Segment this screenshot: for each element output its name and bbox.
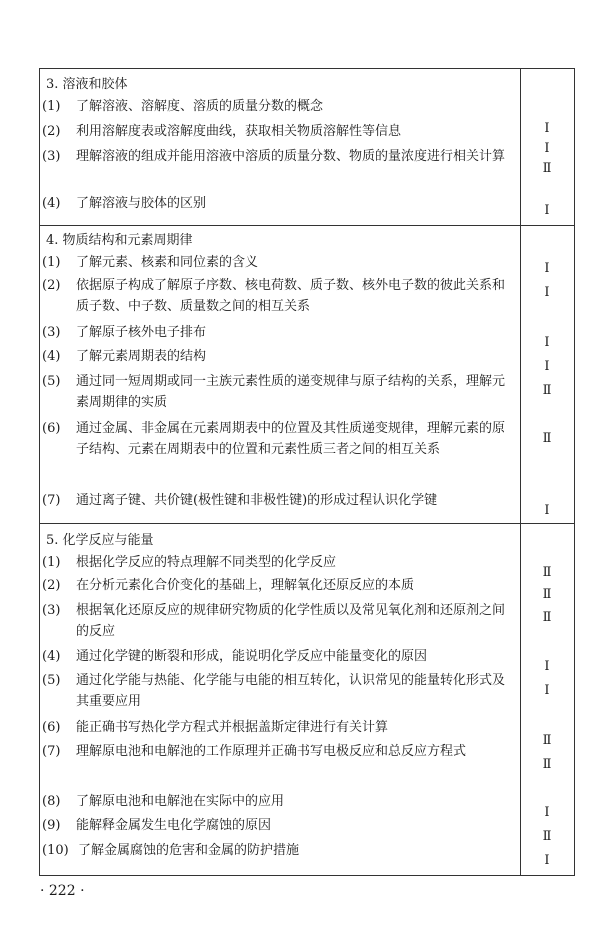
level-badge: Ⅱ bbox=[542, 383, 552, 398]
section-title: 3. 溶液和胶体 bbox=[46, 77, 128, 92]
level-badge: Ⅱ bbox=[542, 587, 552, 602]
item-number: (4) bbox=[42, 649, 61, 664]
list-item bbox=[42, 252, 512, 273]
item-text: 了解元素、核素和同位素的含义 bbox=[76, 255, 259, 270]
list-item bbox=[42, 346, 512, 367]
section-divider bbox=[40, 523, 574, 524]
item-text: 能解释金属发生电化学腐蚀的原因 bbox=[76, 818, 272, 833]
level-badge: Ⅰ bbox=[544, 141, 550, 156]
item-text: 了解原电池和电解池在实际中的应用 bbox=[76, 794, 285, 809]
item-text: 能正确书写热化学方程式并根据盖斯定律进行有关计算 bbox=[76, 720, 389, 735]
level-badge: Ⅰ bbox=[544, 853, 550, 868]
item-text: 了解原子核外电子排布 bbox=[76, 325, 207, 340]
item-number: (2) bbox=[42, 278, 61, 293]
list-item bbox=[42, 322, 512, 343]
section-divider bbox=[40, 225, 574, 226]
item-text: 通过化学能与热能、化学能与电能的相互转化，认识常见的能量转化形式及其重要应用 bbox=[76, 673, 506, 709]
list-item bbox=[42, 121, 512, 142]
item-text: 了解溶液、溶解度、溶质的质量分数的概念 bbox=[76, 99, 324, 114]
list-item bbox=[42, 815, 512, 836]
list-item bbox=[42, 552, 512, 573]
level-badge: Ⅰ bbox=[544, 261, 550, 276]
item-number: (7) bbox=[42, 493, 61, 508]
item-text: 依据原子构成了解原子序数、核电荷数、质子数、核外电子数的彼此关系和质子数、中子数、质量数之间的相互关系 bbox=[76, 278, 506, 314]
item-number: (1) bbox=[42, 555, 61, 570]
level-badge: Ⅱ bbox=[542, 610, 552, 625]
level-badge: Ⅰ bbox=[544, 359, 550, 374]
item-number: (5) bbox=[42, 374, 61, 389]
item-number: (3) bbox=[42, 603, 61, 618]
level-badge: Ⅰ bbox=[544, 683, 550, 698]
level-badge: Ⅰ bbox=[544, 335, 550, 350]
item-text: 通过离子键、共价键(极性键和非极性键)的形成过程认识化学键 bbox=[76, 493, 438, 508]
requirements-table bbox=[39, 68, 575, 876]
level-badge: Ⅰ bbox=[544, 285, 550, 300]
item-text: 根据氧化还原反应的规律研究物质的化学性质以及常见氧化剂和还原剂之间的反应 bbox=[76, 603, 506, 639]
item-number: (9) bbox=[42, 818, 61, 833]
column-divider bbox=[520, 69, 521, 875]
level-badge: Ⅰ bbox=[544, 121, 550, 136]
level-badge: Ⅱ bbox=[542, 565, 552, 580]
level-badge: Ⅰ bbox=[544, 203, 550, 218]
item-number: (6) bbox=[42, 421, 61, 436]
item-number: (6) bbox=[42, 720, 61, 735]
item-text: 了解溶液与胶体的区别 bbox=[76, 196, 207, 211]
level-badge: Ⅰ bbox=[544, 503, 550, 518]
page-number: · 222 · bbox=[40, 883, 85, 899]
list-item bbox=[42, 418, 512, 460]
list-item bbox=[42, 193, 512, 214]
item-number: (2) bbox=[42, 578, 61, 593]
item-number: (8) bbox=[42, 794, 61, 809]
list-item bbox=[42, 670, 512, 712]
item-number: (7) bbox=[42, 744, 61, 759]
item-text: 通过同一短周期或同一主族元素性质的递变规律与原子结构的关系，理解元素周期律的实质 bbox=[76, 374, 506, 410]
list-item bbox=[42, 96, 512, 117]
list-item bbox=[42, 646, 512, 667]
item-text: 在分析元素化合价变化的基础上，理解氧化还原反应的本质 bbox=[76, 578, 415, 593]
level-badge: Ⅰ bbox=[544, 659, 550, 674]
list-item bbox=[42, 717, 512, 738]
item-number: (2) bbox=[42, 124, 61, 139]
item-number: (3) bbox=[42, 149, 61, 164]
list-item bbox=[42, 146, 512, 167]
item-text: 根据化学反应的特点理解不同类型的化学反应 bbox=[76, 555, 337, 570]
level-badge: Ⅱ bbox=[542, 161, 552, 176]
item-text: 通过化学键的断裂和形成，能说明化学反应中能量变化的原因 bbox=[76, 649, 428, 664]
list-item bbox=[42, 600, 512, 642]
item-number: (1) bbox=[42, 99, 61, 114]
list-item bbox=[42, 371, 512, 413]
item-text: 理解溶液的组成并能用溶液中溶质的质量分数、物质的量浓度进行相关计算 bbox=[76, 149, 506, 164]
item-text: 了解金属腐蚀的危害和金属的防护措施 bbox=[78, 843, 300, 858]
level-badge: Ⅱ bbox=[542, 431, 552, 446]
item-number: (10) bbox=[42, 843, 69, 858]
section-title: 4. 物质结构和元素周期律 bbox=[46, 233, 193, 248]
item-number: (4) bbox=[42, 349, 61, 364]
item-number: (4) bbox=[42, 196, 61, 211]
section-title: 5. 化学反应与能量 bbox=[46, 533, 154, 548]
list-item bbox=[42, 791, 512, 812]
item-text: 了解元素周期表的结构 bbox=[76, 349, 207, 364]
item-text: 理解原电池和电解池的工作原理并正确书写电极反应和总反应方程式 bbox=[76, 744, 467, 759]
level-badge: Ⅱ bbox=[542, 733, 552, 748]
level-badge: Ⅱ bbox=[542, 757, 552, 772]
level-badge: Ⅰ bbox=[544, 805, 550, 820]
list-item bbox=[42, 840, 512, 861]
item-text: 通过金属、非金属在元素周期表中的位置及其性质递变规律，理解元素的原子结构、元素在周期表中的位置和元素性质三者之间的相互关系 bbox=[76, 421, 506, 457]
list-item bbox=[42, 490, 512, 511]
list-item bbox=[42, 275, 512, 317]
list-item bbox=[42, 575, 512, 596]
item-text: 利用溶解度表或溶解度曲线，获取相关物质溶解性等信息 bbox=[76, 124, 402, 139]
item-number: (5) bbox=[42, 673, 61, 688]
item-number: (1) bbox=[42, 255, 61, 270]
item-number: (3) bbox=[42, 325, 61, 340]
level-badge: Ⅱ bbox=[542, 829, 552, 844]
list-item bbox=[42, 741, 512, 762]
